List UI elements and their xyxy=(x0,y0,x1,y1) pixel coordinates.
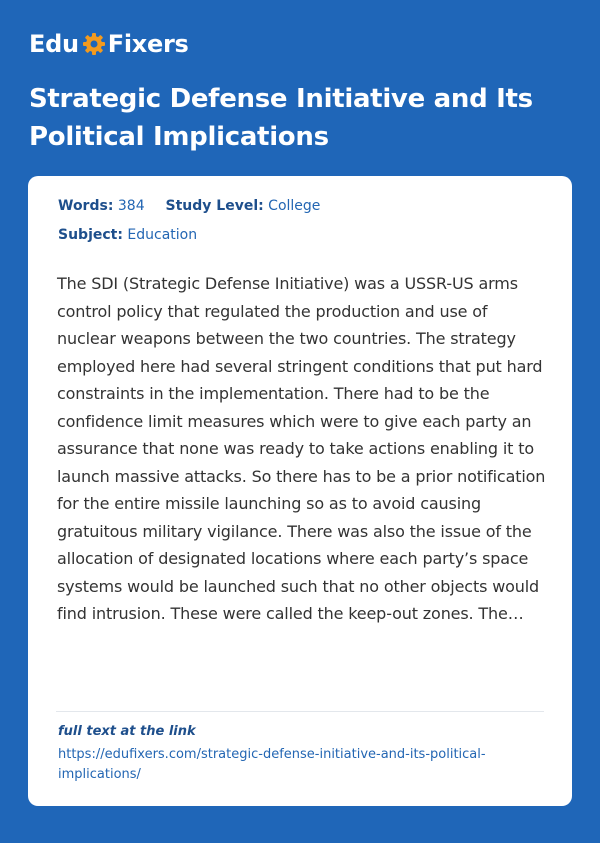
page-title: Strategic Defense Initiative and Its Political Implications xyxy=(29,84,533,152)
gear-icon xyxy=(82,32,106,56)
essay-excerpt: The SDI (Strategic Defense Initiative) was a USSR-US arms control policy that regulated the production and use of nuclear weapons between the two countries. The strategy employed here had several stringent conditions that put hard constraints in the implementation. There had to be the confidence limit measures which were to give each party an assurance that none was ready to take actions enabling it to launch massive attacks. So there has to be a prior notification for the entire missile launching so as to avoid causing gratuitous military vigilance. There was also the issue of the allocation of designated locations where each party’s space systems would be launched such that no other objects would find intrusion. These were called the keep-out zones. The… xyxy=(57,274,546,623)
edufixers-logo xyxy=(29,30,188,58)
words-label: Words: xyxy=(58,198,114,214)
logo-text-edu: Edu xyxy=(29,30,79,58)
subject-value: Education xyxy=(127,227,198,243)
full-text-label: full text at the link xyxy=(58,724,196,739)
logo-text-fixers: Fixers xyxy=(107,30,189,58)
divider xyxy=(56,711,544,712)
study-level-label: Study Level: xyxy=(165,198,264,214)
meta-row-2 xyxy=(58,227,197,243)
subject-label: Subject: xyxy=(58,227,123,243)
full-text-link[interactable]: https://edufixers.com/strategic-defense-initiative-and-its-political-implications/ xyxy=(58,747,486,782)
words-value: 384 xyxy=(117,198,145,214)
study-level-value: College xyxy=(268,198,321,214)
meta-row-1 xyxy=(58,198,320,214)
essay-card xyxy=(28,176,572,806)
